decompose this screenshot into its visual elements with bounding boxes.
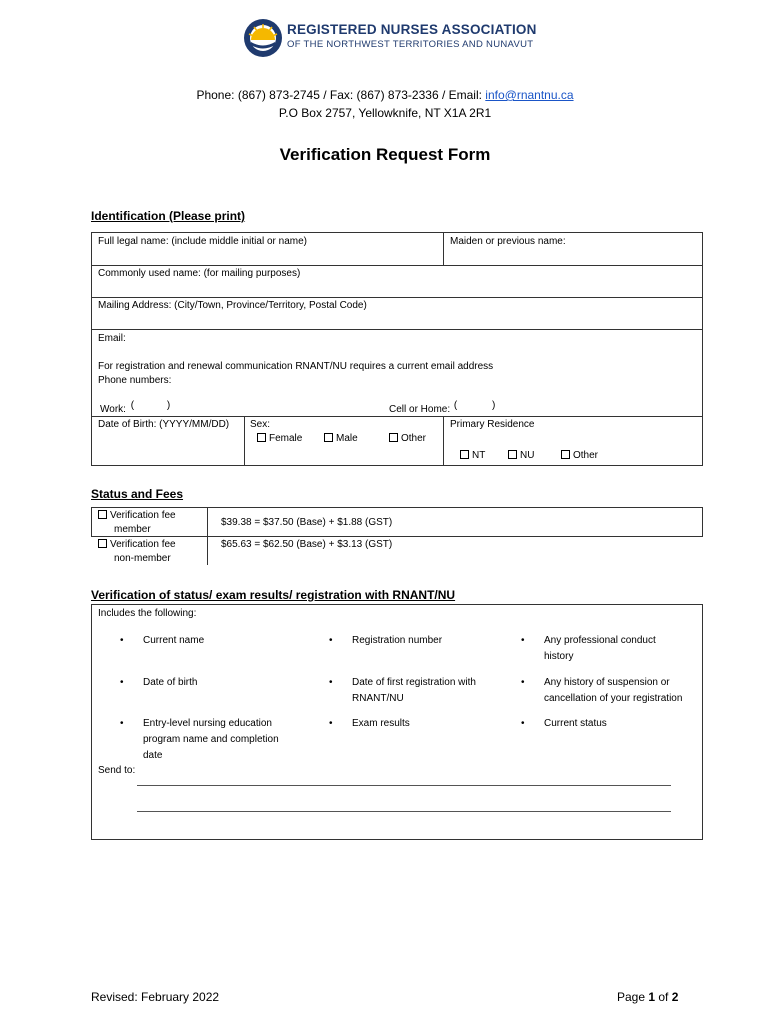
status-fees-heading: Status and Fees [91, 487, 184, 501]
identification-heading: Identification (Please print) [91, 209, 246, 223]
divider [443, 416, 444, 466]
paren-open: ( [130, 400, 135, 411]
org-name: REGISTERED NURSES ASSOCIATION [287, 22, 537, 37]
page-of: of [655, 990, 672, 1004]
bullet-icon: • [120, 677, 124, 688]
page-total: 2 [671, 990, 679, 1004]
org-subtitle: OF THE NORTHWEST TERRITORIES AND NUNAVUT [287, 39, 534, 50]
bullet-icon: • [521, 677, 525, 688]
bullet-icon: • [329, 677, 333, 688]
contact-text: Phone: (867) 873-2745 / Fax: (867) 873-2336 / Email: [196, 88, 486, 102]
page-prefix: Page [617, 990, 649, 1004]
option-label: NU [520, 450, 535, 461]
fees-table [91, 507, 703, 537]
sex-male-checkbox[interactable] [324, 433, 358, 444]
bullet-icon: • [329, 718, 333, 729]
fee-label-line2: member [114, 524, 151, 535]
list-item: Registration number [352, 635, 443, 646]
residence-nu-checkbox[interactable] [508, 450, 534, 461]
nonmember-fee-amount: $65.63 = $62.50 (Base) + $3.13 (GST) [221, 539, 393, 550]
checkbox-icon [389, 433, 398, 442]
option-label: Female [269, 433, 303, 444]
fee-label: Verification fee [110, 510, 176, 521]
divider [244, 416, 245, 466]
common-name-field[interactable]: Commonly used name: (for mailing purposes) [98, 268, 301, 279]
address-line: P.O Box 2757, Yellowknife, NT X1A 2R1 [278, 106, 492, 120]
work-label: Work: [100, 404, 126, 415]
option-label: Other [401, 433, 427, 444]
checkbox-icon [508, 450, 517, 459]
email-field[interactable]: Email: [98, 333, 126, 344]
includes-label: Includes the following: [98, 608, 197, 619]
list-item: Date of birth [143, 677, 198, 688]
residence-nt-checkbox[interactable] [460, 450, 485, 461]
rnant-logo-icon [243, 18, 283, 58]
paren-open: ( [453, 400, 458, 411]
email-link[interactable]: info@rnantnu.ca [485, 88, 574, 102]
bullet-icon: • [521, 635, 525, 646]
list-item: Current status [544, 718, 607, 729]
nonmember-fee-checkbox[interactable] [98, 539, 176, 550]
checkbox-icon [460, 450, 469, 459]
email-note: For registration and renewal communication RNANT/NU requires a current email address [98, 361, 494, 372]
list-item: Any history of suspension or [544, 677, 670, 688]
residence-label: Primary Residence [450, 419, 535, 430]
list-item-cont: program name and completion [143, 734, 279, 745]
page-number [617, 990, 678, 1004]
work-phone-field[interactable] [100, 400, 171, 415]
fee-label-line2: non-member [114, 553, 171, 564]
sex-label: Sex: [250, 419, 271, 430]
divider [91, 297, 703, 298]
checkbox-icon [98, 510, 107, 519]
list-item-cont: date [143, 750, 163, 761]
list-item-cont: RNANT/NU [352, 693, 404, 704]
list-item-cont: history [544, 651, 574, 662]
divider [443, 232, 444, 266]
member-fee-amount: $39.38 = $37.50 (Base) + $1.88 (GST) [221, 517, 393, 528]
list-item-cont: cancellation of your registration [544, 693, 683, 704]
divider [91, 265, 703, 266]
list-item: Any professional conduct [544, 635, 656, 646]
checkbox-icon [98, 539, 107, 548]
list-item: Current name [143, 635, 205, 646]
list-item: Date of first registration with [352, 677, 476, 688]
revised-date: Revised: February 2022 [91, 990, 220, 1004]
option-label: Male [336, 433, 358, 444]
cell-phone-field[interactable] [389, 400, 496, 415]
member-fee-checkbox[interactable] [98, 510, 176, 521]
send-to-label: Send to: [98, 765, 136, 776]
maiden-name-field[interactable]: Maiden or previous name: [450, 236, 566, 247]
contact-line [0, 88, 770, 102]
list-item: Exam results [352, 718, 410, 729]
send-to-line-2[interactable] [137, 811, 671, 812]
verification-heading: Verification of status/ exam results/ registration with RNANT/NU [91, 588, 456, 602]
paren-close: ) [492, 400, 496, 411]
divider [91, 329, 703, 330]
checkbox-icon [324, 433, 333, 442]
divider [91, 416, 703, 417]
sex-other-checkbox[interactable] [389, 433, 426, 444]
page-current: 1 [648, 990, 656, 1004]
full-name-field[interactable]: Full legal name: (include middle initial or name) [98, 236, 307, 247]
list-item: Entry-level nursing education [143, 718, 272, 729]
divider [207, 507, 208, 565]
residence-other-checkbox[interactable] [561, 450, 598, 461]
mailing-address-field[interactable]: Mailing Address: (City/Town, Province/Territory, Postal Code) [98, 300, 367, 311]
checkbox-icon [257, 433, 266, 442]
checkbox-icon [561, 450, 570, 459]
form-title: Verification Request Form [279, 145, 491, 164]
option-label: Other [573, 450, 599, 461]
bullet-icon: • [329, 635, 333, 646]
paren-close: ) [166, 400, 171, 411]
bullet-icon: • [521, 718, 525, 729]
option-label: NT [472, 450, 486, 461]
fee-label: Verification fee [110, 539, 176, 550]
bullet-icon: • [120, 718, 124, 729]
sex-female-checkbox[interactable] [257, 433, 302, 444]
logo [243, 18, 283, 58]
send-to-line-1[interactable] [137, 785, 671, 786]
dob-field[interactable]: Date of Birth: (YYYY/MM/DD) [98, 419, 230, 430]
bullet-icon: • [120, 635, 124, 646]
phone-numbers-label: Phone numbers: [98, 375, 172, 386]
cell-label: Cell or Home: [389, 404, 451, 415]
